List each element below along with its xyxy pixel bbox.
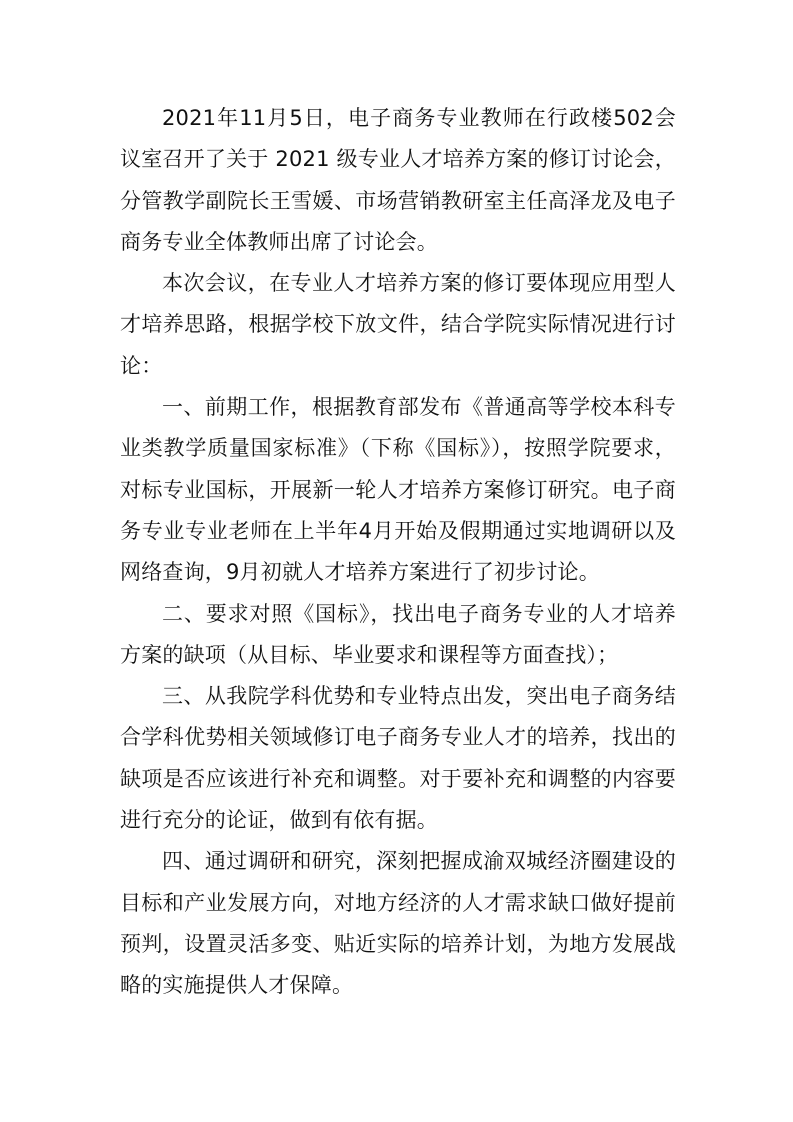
paragraph-item-four: 四、通过调研和研究，深刻把握成渝双城经济圈建设的目标和产业发展方向，对地方经济的人才需求缺口做好提前预判，设置灵活多变、贴近实际的培养计划，为地方发展战略的实施提供人才保障。 (120, 849, 676, 998)
paragraph-item-one: 一、前期工作，根据教育部发布《普通高等学校本科专业类教学质量国家标准》（下称《国标》），按照学院要求，对标专业国标，开展新一轮人才培养方案修订研究。电子商务专业专业老师在上半年4月开始及假期通过实地调研以及网络查询，9月初就人才培养方案进行了初步讨论。 (120, 395, 676, 585)
paragraph-item-three: 三、从我院学科优势和专业特点出发，突出电子商务结合学科优势相关领域修订电子商务专业人才的培养，找出的缺项是否应该进行补充和调整。对于要补充和调整的内容要进行充分的论证，做到有依有据。 (120, 684, 676, 833)
paragraph-meeting-intro: 2021年11月5日，电子商务专业教师在行政楼502会议室召开了关于 2021 级专业人才培养方案的修订讨论会，分管教学副院长王雪媛、市场营销教研室主任高泽龙及电子商务专业全体教师出席了讨论会。 (120, 106, 676, 254)
document-body (120, 98, 676, 1007)
paragraph-meeting-purpose: 本次会议，在专业人才培养方案的修订要体现应用型人才培养思路，根据学校下放文件，结合学院实际情况进行讨论： (120, 271, 676, 378)
paragraph-item-two: 二、要求对照《国标》，找出电子商务专业的人才培养方案的缺项（从目标、毕业要求和课程等方面查找）； (120, 601, 676, 667)
